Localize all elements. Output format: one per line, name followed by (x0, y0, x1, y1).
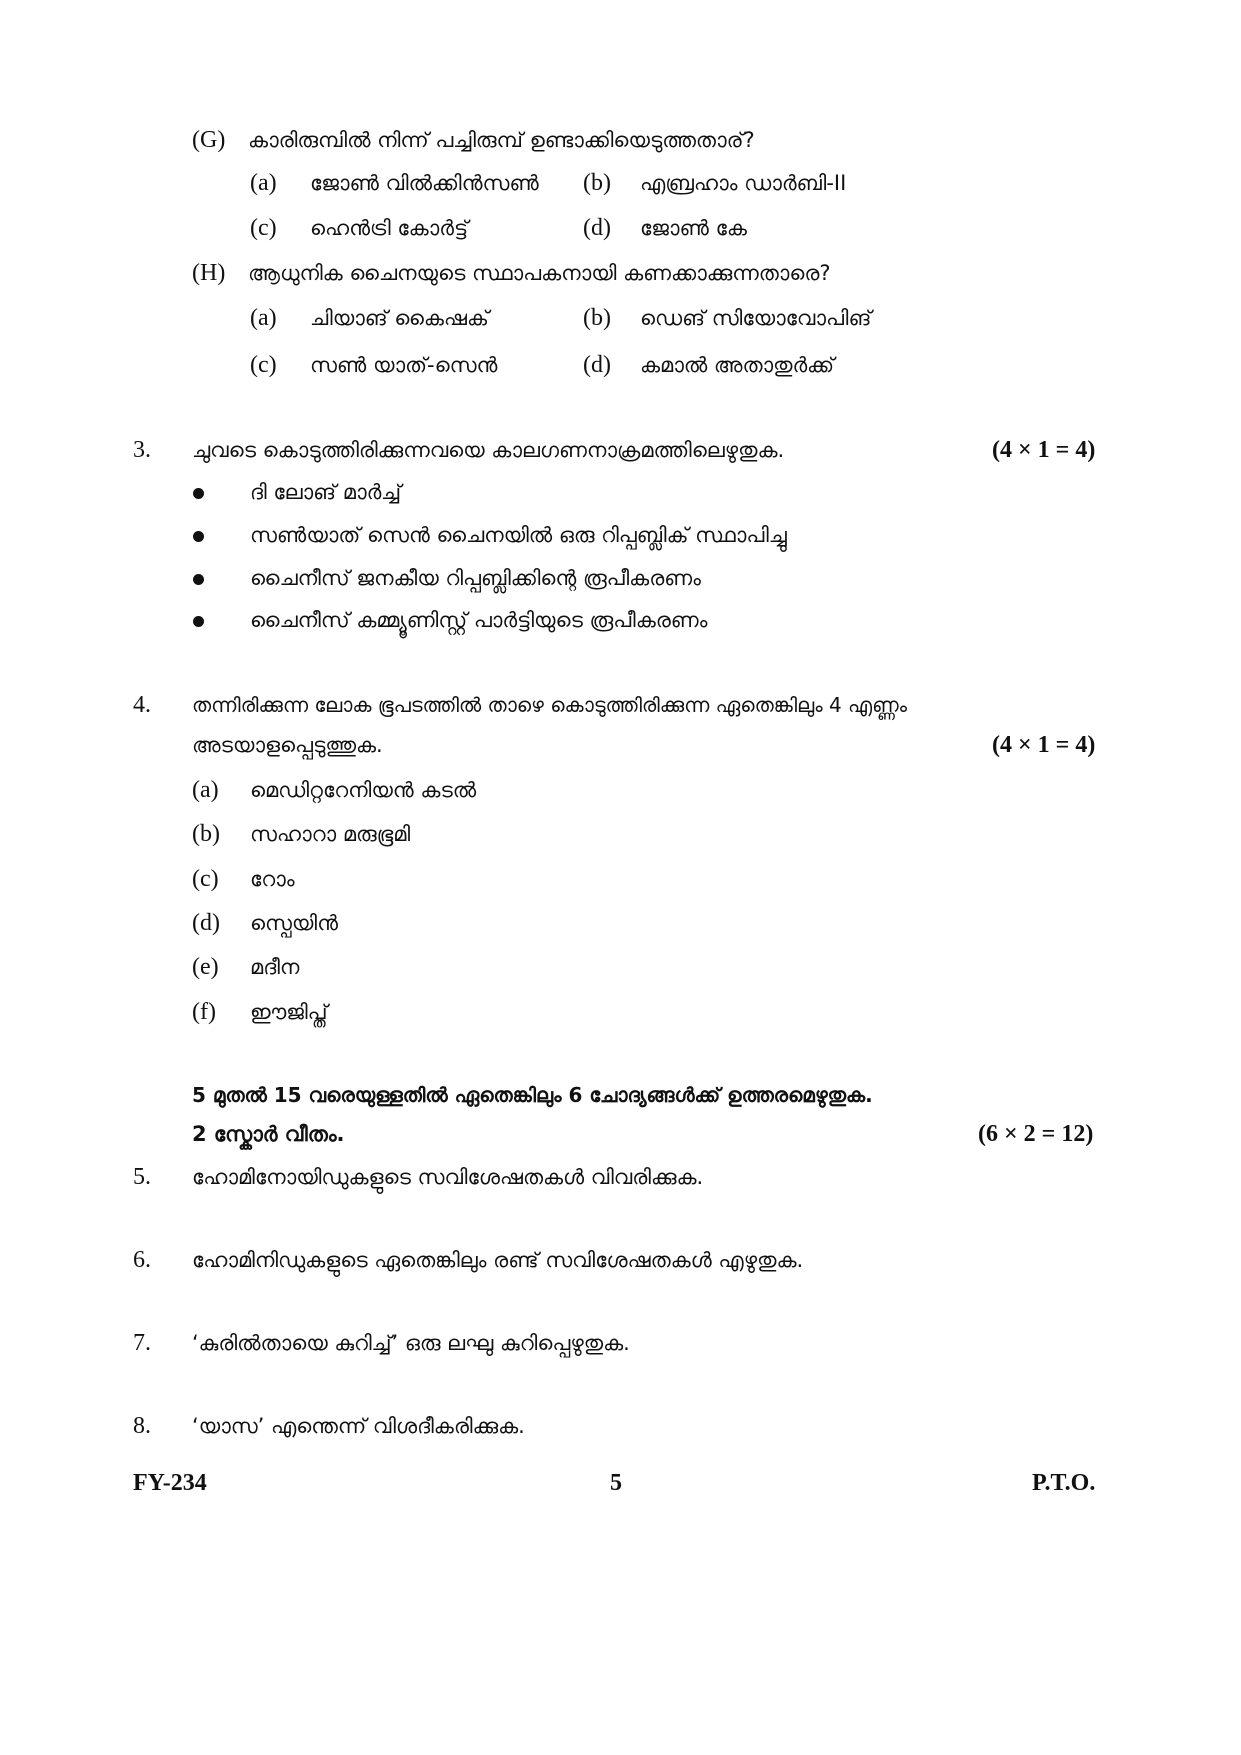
bullet-icon (193, 616, 204, 627)
question-g-option-a: ജോൺ വിൽക്കിൻസൺ (310, 171, 539, 195)
question-text: ഹോമിനോയിഡുകളുടെ സവിശേഷതകൾ വിവരിക്കുക. (192, 1165, 704, 1189)
question-3-text: ചുവടെ കൊടുത്തിരിക്കുന്നവയെ കാലഗണനാക്രമത്തിലെഴുതുക. (192, 438, 785, 462)
question-h-option-a: ചിയാങ് കൈഷക് (310, 306, 489, 330)
question-4-option-label: (f) (192, 999, 216, 1025)
section-instruction-line-1: 5 മുതൽ 15 വരെയുള്ളതിൽ ഏതെങ്കിലും 6 ചോദ്യങ്ങൾക്ക് ഉത്തരമെഴുതുക. (192, 1083, 873, 1107)
bullet-icon (193, 531, 204, 542)
question-number: 6. (133, 1247, 151, 1273)
question-4-option-label: (c) (192, 866, 219, 892)
question-4-text-line-2: അടയാളപ്പെടുത്തുക. (192, 733, 383, 757)
question-g-option-d-label: (d) (583, 215, 611, 241)
bullet-icon (193, 488, 204, 499)
question-text: ‘യാസ’ എന്തെന്ന് വിശദീകരിക്കുക. (192, 1414, 525, 1438)
question-h-option-c-label: (c) (250, 352, 277, 378)
section-marks: (6 × 2 = 12) (978, 1121, 1094, 1147)
question-4-option: സ്പെയിൻ (250, 911, 338, 935)
question-3-number: 3. (133, 437, 151, 463)
page-number: 5 (610, 1470, 622, 1496)
question-4-option-label: (e) (192, 954, 219, 980)
question-g-option-b-label: (b) (583, 170, 611, 196)
bullet-icon (193, 574, 204, 585)
question-text: ഹോമിനിഡുകളുടെ ഏതെങ്കിലും രണ്ട് സവിശേഷതകൾ എഴുതുക. (192, 1248, 804, 1272)
question-4-option-label: (d) (192, 910, 220, 936)
question-3-item: ചൈനീസ് ജനകീയ റിപ്പബ്ലിക്കിന്റെ രൂപീകരണം (250, 566, 701, 590)
question-3-marks: (4 × 1 = 4) (992, 437, 1096, 463)
question-g-label: (G) (192, 127, 226, 153)
question-4-option: ഈജിപ്ത് (250, 1000, 328, 1024)
question-4-option: റോം (250, 867, 295, 891)
question-h-label: (H) (192, 260, 226, 286)
question-4-option-label: (b) (192, 821, 220, 847)
question-4-option-label: (a) (192, 777, 219, 803)
question-h-option-d-label: (d) (583, 352, 611, 378)
question-g-option-a-label: (a) (250, 170, 277, 196)
question-g-text: കാരിരുമ്പിൽ നിന്ന് പച്ചിരുമ്പ് ഉണ്ടാക്കിയെടുത്തതാര്? (248, 128, 755, 152)
question-number: 5. (133, 1164, 151, 1190)
pto-label: P.T.O. (1032, 1470, 1096, 1496)
question-4-marks: (4 × 1 = 4) (992, 732, 1096, 758)
question-h-text: ആധുനിക ചൈനയുടെ സ്ഥാപകനായി കണക്കാക്കുന്നതാരെ? (248, 261, 831, 285)
question-3-item: ദി ലോങ് മാർച്ച് (250, 480, 402, 504)
question-g-option-c-label: (c) (250, 215, 277, 241)
question-g-option-c: ഹെൻട്രി കോർട്ട് (310, 216, 469, 240)
question-h-option-d: കമാൽ അതാതുർക്ക് (640, 353, 835, 377)
question-4-option: മെഡിറ്ററേനിയൻ കടൽ (250, 778, 477, 802)
question-h-option-b: ഡെങ് സിയോവോപിങ് (640, 306, 872, 330)
question-g-option-d: ജോൺ കേ (640, 216, 747, 240)
question-3-item: ചൈനീസ് കമ്മ്യൂണിസ്റ്റ് പാർട്ടിയുടെ രൂപീകരണം (250, 608, 708, 632)
question-h-option-b-label: (b) (583, 305, 611, 331)
section-instruction-line-2: 2 സ്കോർ വീതം. (192, 1122, 345, 1146)
question-4-number: 4. (133, 692, 151, 718)
question-h-option-c: സൺ യാത്-സെൻ (310, 353, 498, 377)
question-h-option-a-label: (a) (250, 305, 277, 331)
paper-code: FY-234 (133, 1470, 207, 1496)
question-3-item: സൺയാത് സെൻ ചൈനയിൽ ഒരു റിപ്പബ്ലിക് സ്ഥാപിച്ചു (250, 523, 787, 547)
question-4-option: സഹാറാ മരുഭൂമി (250, 822, 411, 846)
question-g-option-b: എബ്രഹാം ഡാർബി-II (640, 171, 847, 195)
question-text: ‘കുരിൽതായെ കുറിച്ച്’ ഒരു ലഘു കുറിപ്പെഴുതുക. (192, 1331, 630, 1355)
question-4-option: മദീന (250, 955, 300, 979)
question-4-text-line-1: തന്നിരിക്കുന്ന ലോക ഭൂപടത്തിൽ താഴെ കൊടുത്തിരിക്കുന്ന ഏതെങ്കിലും 4 എണ്ണം (192, 693, 907, 717)
question-number: 8. (133, 1413, 151, 1439)
question-number: 7. (133, 1330, 151, 1356)
